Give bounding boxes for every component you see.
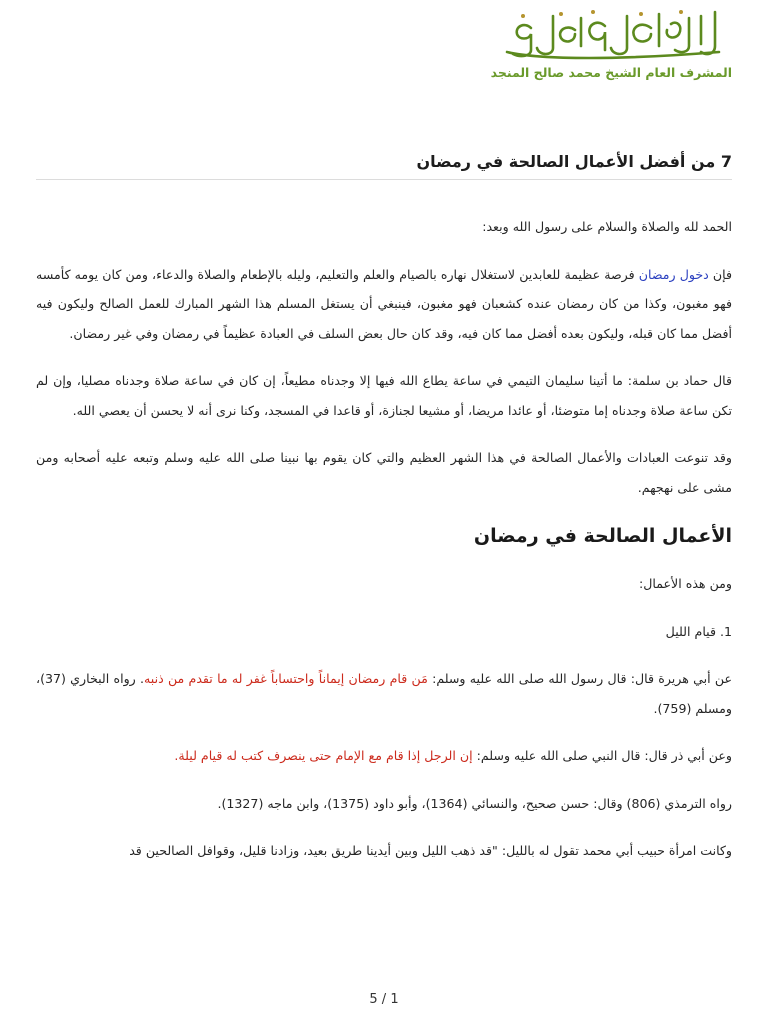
paragraph-prefix: فإن (708, 266, 733, 282)
hadith-source: . رواه البخاري (37)، ومسلم (759). (36, 671, 732, 716)
paragraph-ramadan-opportunity (36, 260, 732, 349)
intro-paragraph: الحمد لله والصلاة والسلام على رسول الله وبعد: (482, 219, 732, 234)
page-number: 5 / 1 (369, 992, 399, 1007)
paragraph-text: فرصة عظيمة للعابدين لاستغلال نهاره بالصيام والعلم والتعليم، وليله بالإطعام والصلاة والدعاء، ومن كان يومه كأمسه فهو مغبون، وكذا من كان رمضان عنده كشعبان فهو مغبون، فينبغي أن يستغل المسلم هذا الشهر المبارك للعمل الصالح وليكون فيه أفضل مما كان قبله، وليكون بعده أفضل مما كان فيه، وقد كان حال بعض السلف في العبادة عظيماً في رمضان وفي غير رمضان. (36, 266, 732, 341)
paragraph-habib-wife: وكانت امرأة حبيب أبي محمد تقول له بالليل: "قد ذهب الليل وبين أيدينا طريق بعيد، وزادنا قليل، وقوافل الصالحين قد (129, 843, 732, 858)
hadith-text: مَن قام رمضان إيماناً واحتساباً غفر له ما تقدم من ذنبه (144, 671, 428, 686)
paragraph-deeds-intro: ومن هذه الأعمال: (639, 576, 732, 591)
site-supervisor: المشرف العام الشيخ محمد صالح المنجد (490, 65, 732, 80)
paragraph-abu-hurayrah-hadith (36, 664, 732, 723)
site-logo[interactable] (501, 6, 723, 62)
paragraph-hammad-quote: قال حماد بن سلمة: ما أتينا سليمان التيمي في ساعة يطاع الله فيها إلا وجدناه مطيعاً، إن كان في ساعة صلاة وجدناه مصليا، وإن لم تكن ساعة صلاة وجدناه إما متوضئا، أو عائدا مريضا، أو مشيعا لجنازة، أو قاعدا في المسجد، وكنا نرى أنه لا يحسن أن يعصي الله. (36, 373, 732, 418)
paragraph-worship-variety: وقد تنوعت العبادات والأعمال الصالحة في هذا الشهر العظيم والتي كان يقوم بها نبينا صلى الله عليه وسلم وتبعه عليه أصحابه ومن مشى على نهجهم. (36, 450, 732, 495)
list-item-night-prayer: 1. قيام الليل (665, 623, 732, 639)
page-title: 7 من أفضل الأعمال الصالحة في رمضان (416, 152, 732, 171)
title-divider (36, 179, 732, 180)
hadith-text: إن الرجل إذا قام مع الإمام حتى ينصرف كتب له قيام ليلة. (174, 748, 473, 763)
paragraph-hadith-references: رواه الترمذي (806) وقال: حسن صحيح، والنسائي (1364)، وأبو داود (1375)، وابن ماجه (1327). (217, 795, 732, 811)
hadith-prefix: وعن أبي ذر قال: قال النبي صلى الله عليه وسلم: (472, 748, 732, 763)
site-header (492, 6, 732, 80)
article-body (36, 212, 732, 884)
paragraph-abu-dharr-hadith (36, 741, 732, 771)
link-entering-ramadan[interactable]: دخول رمضان (638, 266, 709, 282)
hadith-prefix: عن أبي هريرة قال: قال رسول الله صلى الله عليه وسلم: (427, 671, 732, 686)
section-heading: الأعمال الصالحة في رمضان (473, 525, 732, 547)
